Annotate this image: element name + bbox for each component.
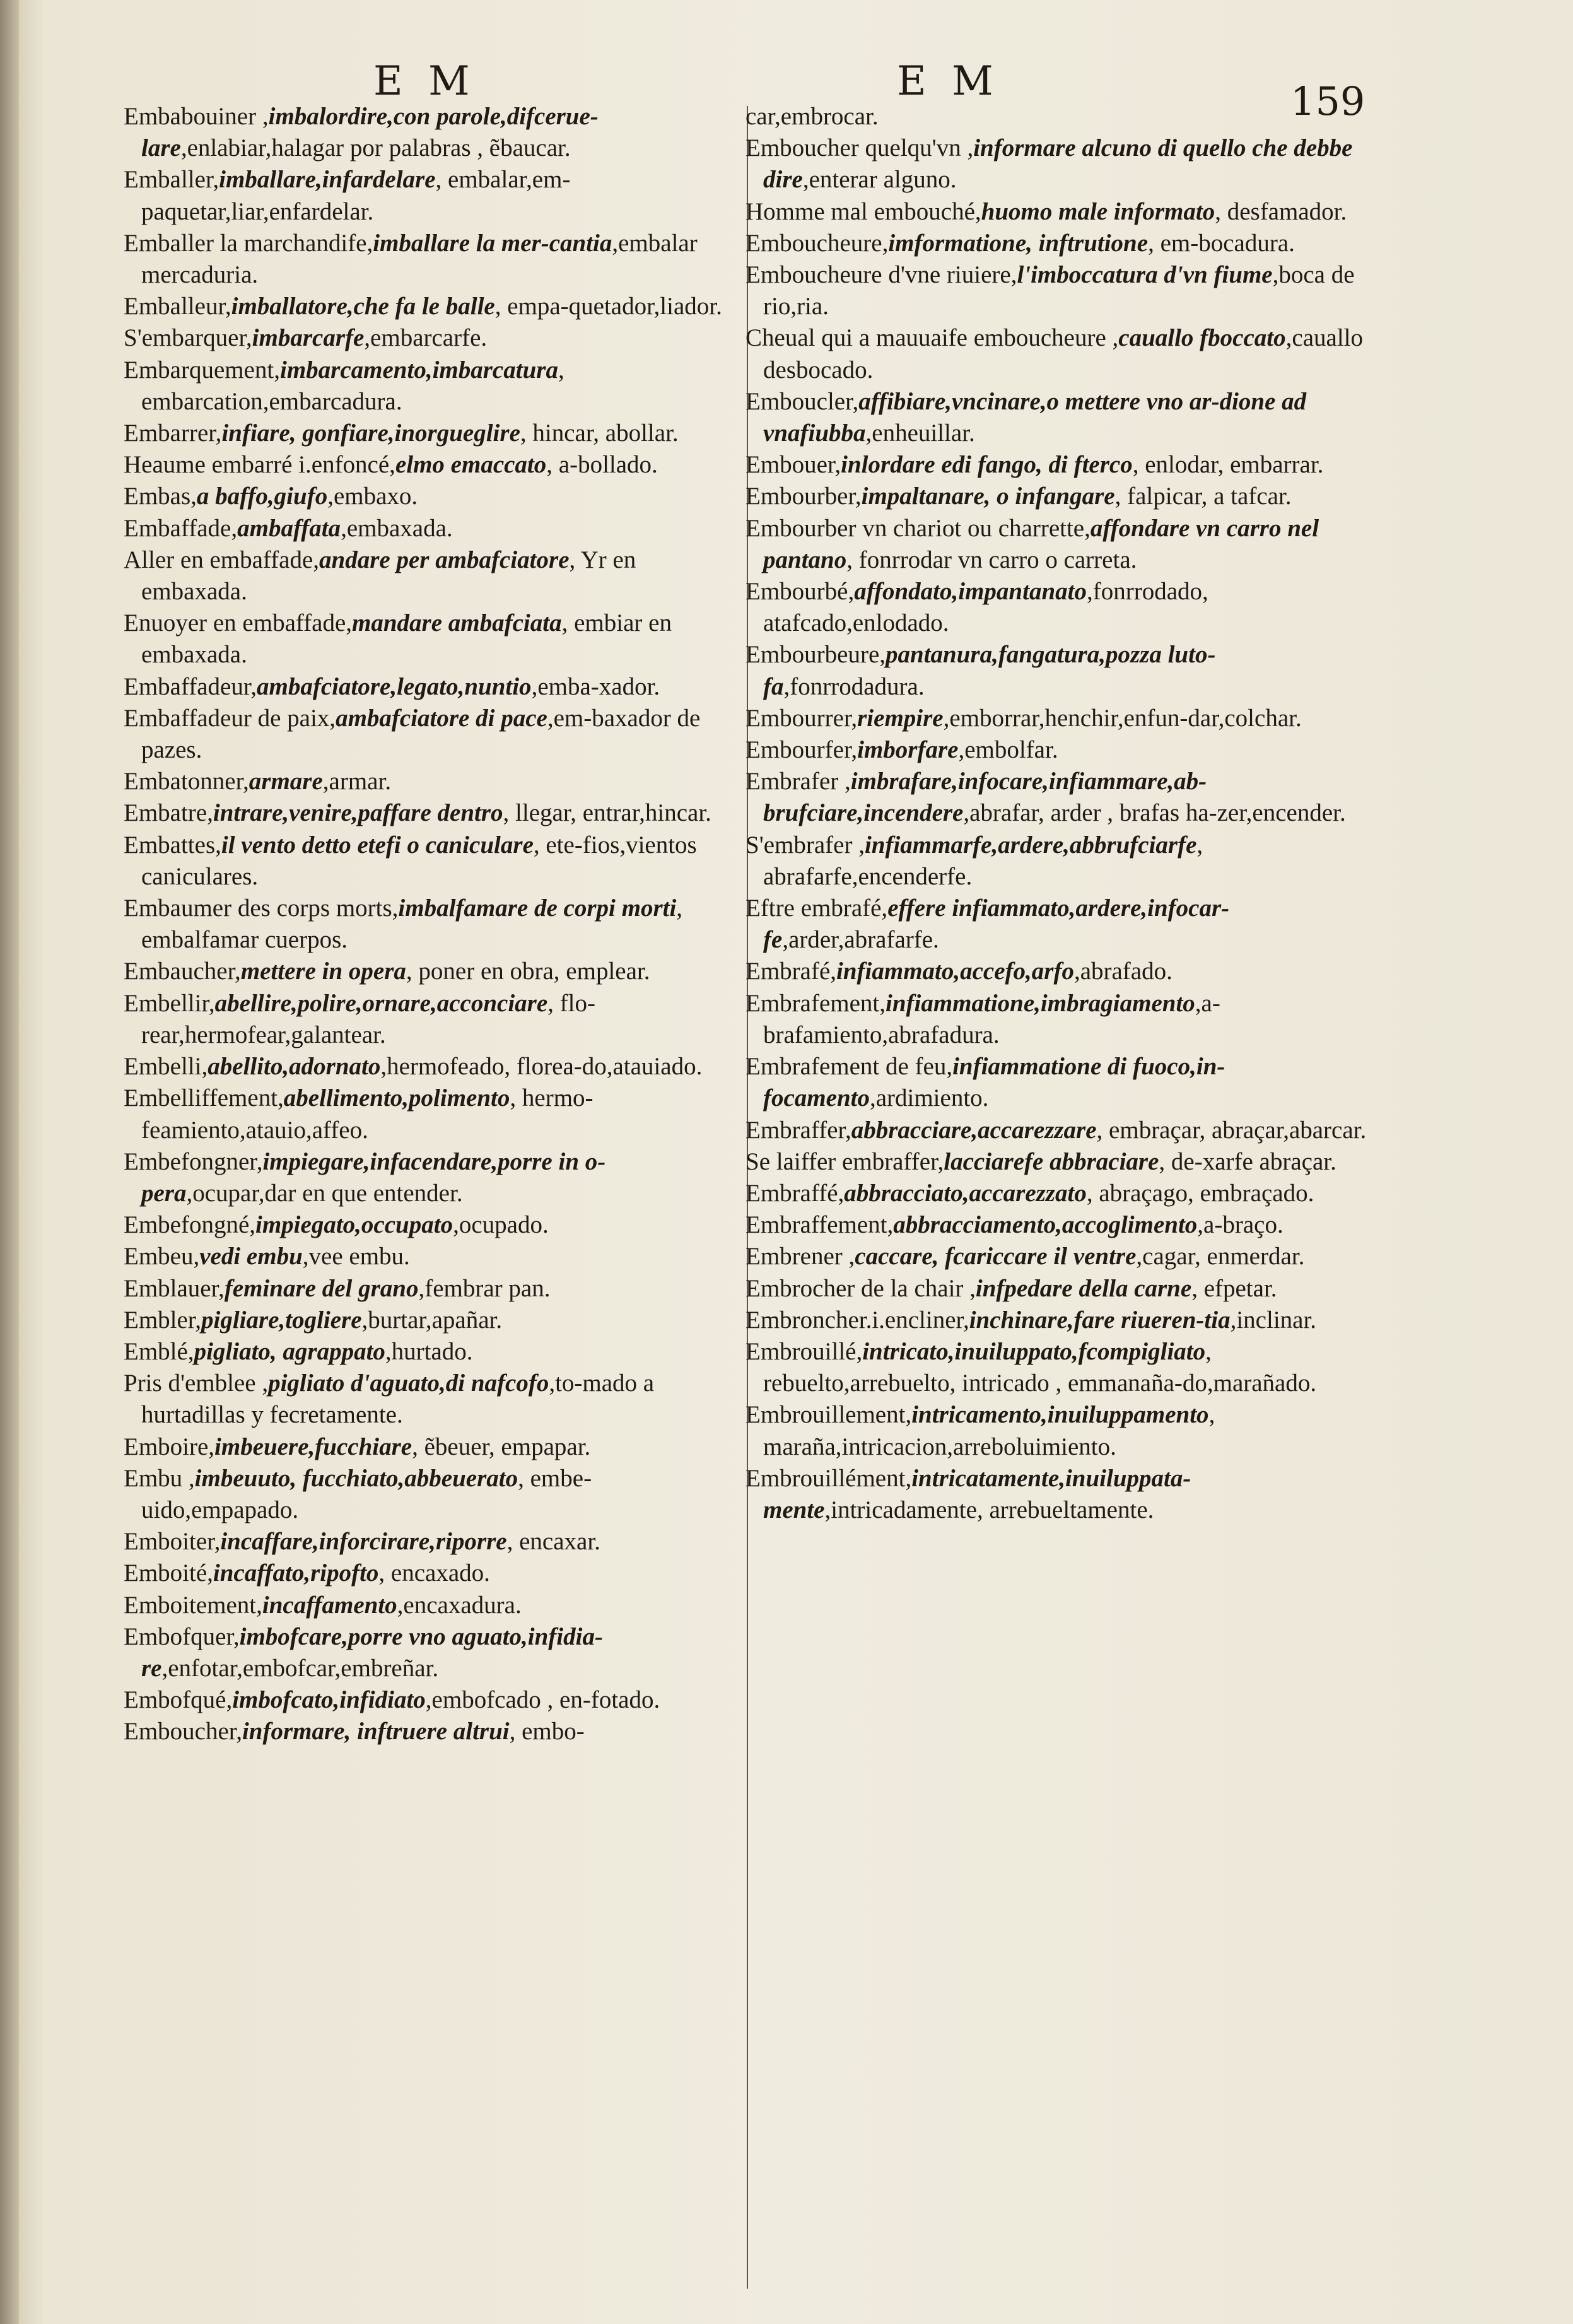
entry-italian: imbarcarfe	[252, 324, 365, 352]
entry-italian: intrare,venire,paffare dentro	[213, 799, 503, 827]
entry-headword: Embroncher.i.encliner,	[746, 1306, 969, 1334]
dictionary-entry	[746, 893, 1376, 956]
entry-headword: S'embarquer,	[124, 324, 252, 352]
entry-spanish: ,to-mado a hurtadillas y fecretamente.	[141, 1370, 655, 1429]
entry-headword: Emboitement,	[124, 1591, 262, 1619]
entry-italian: impiegare,infacendare,porre in o-pera	[141, 1147, 606, 1207]
entry-spanish: , rebuelto,arrebuelto, intricado , emmanaña-do,marañado.	[763, 1337, 1317, 1397]
entry-spanish: , poner en obra, emplear.	[406, 958, 650, 985]
dictionary-entry	[746, 1241, 1376, 1272]
entry-italian: ambaffata	[237, 514, 341, 542]
entry-headword: Embattes,	[124, 831, 221, 859]
entry-headword: Embefongner,	[124, 1147, 263, 1175]
entry-headword: Embeu,	[124, 1243, 200, 1271]
dictionary-entry	[124, 449, 744, 481]
page-number: 159	[1290, 78, 1365, 124]
entry-spanish: ,embarcarfe.	[364, 324, 488, 352]
entry-headword: Embaffade,	[124, 514, 238, 542]
entry-headword: Embatre,	[124, 799, 213, 827]
dictionary-entry	[124, 1368, 744, 1431]
entry-headword: Embaffadeur de paix,	[124, 704, 336, 732]
dictionary-entry	[124, 544, 744, 607]
dictionary-entry	[746, 1305, 1376, 1336]
entry-headword: Embabouiner ,	[124, 103, 269, 130]
entry-spanish: ,a-brafamiento,abrafadura.	[763, 989, 1220, 1048]
dictionary-entry	[124, 164, 744, 227]
dictionary-entry	[124, 1590, 744, 1621]
entry-italian: elmo emaccato	[395, 451, 547, 479]
dictionary-entry	[746, 1209, 1376, 1241]
entry-italian: incaffare,inforcirare,riporre	[220, 1528, 507, 1556]
entry-headword: Pris d'emblee ,	[124, 1370, 269, 1397]
entry-italian: imbeuere,fucchiare	[214, 1433, 412, 1460]
dictionary-entry	[124, 513, 744, 544]
entry-headword: Embaffadeur,	[124, 672, 257, 700]
dictionary-entry	[746, 576, 1376, 639]
entry-spanish: , ẽbeuer, empapar.	[412, 1433, 591, 1460]
entry-headword: Emballeur,	[124, 293, 231, 320]
entry-spanish: ,armar.	[322, 768, 392, 795]
entry-spanish: ,emba-xador.	[531, 672, 660, 700]
entry-headword: Embrouillement,	[746, 1401, 912, 1429]
entry-headword: Enuoyer en embaffade,	[124, 609, 353, 637]
entry-headword: Embaumer des corps morts,	[124, 895, 399, 922]
entry-headword: Eftre embrafé,	[746, 895, 888, 922]
entry-spanish: , maraña,intricacion,arreboluimiento.	[763, 1401, 1215, 1460]
entry-headword: Embourbé,	[746, 578, 855, 606]
entry-italian: intricatamente,inuiluppata-mente	[763, 1464, 1191, 1523]
entry-spanish: , efpetar.	[1191, 1274, 1277, 1302]
entry-italian: infpedare della carne	[975, 1274, 1192, 1302]
entry-headword: Emblé,	[124, 1337, 194, 1365]
entry-italian: incaffamento	[262, 1591, 397, 1619]
dictionary-entry	[124, 1526, 744, 1558]
dictionary-entry	[746, 259, 1376, 322]
dictionary-entry	[124, 1621, 744, 1684]
dictionary-entry	[124, 1273, 744, 1305]
entry-italian: pigliato, agrappato	[194, 1337, 385, 1365]
entry-italian: pantanura,fangatura,pozza luto-fa	[763, 641, 1216, 700]
entry-spanish: ,abrafado.	[1073, 958, 1172, 985]
entry-headword: Embofquer,	[124, 1623, 240, 1650]
dictionary-entry	[746, 1146, 1376, 1178]
entry-italian: imborfare	[857, 736, 959, 764]
dictionary-entry	[124, 703, 744, 766]
dictionary-entry	[746, 1051, 1376, 1114]
entry-italian: infiammatione,imbragiamento	[885, 989, 1195, 1017]
entry-headword: Se laiffer embraffer,	[746, 1147, 944, 1175]
entry-spanish: , hincar, abollar.	[520, 420, 679, 447]
running-head-right: E M	[897, 58, 1000, 105]
dictionary-entry	[124, 1241, 744, 1272]
entry-headword: Emboucher,	[124, 1718, 242, 1746]
entry-headword: Embaucher,	[124, 958, 241, 985]
entry-spanish: , a-bollado.	[546, 451, 658, 479]
entry-spanish: ,embaxada.	[341, 514, 453, 542]
entry-headword: S'embrafer ,	[746, 831, 865, 859]
dictionary-entry	[124, 671, 744, 703]
entry-italian: vedi embu	[199, 1243, 303, 1271]
dictionary-entry	[746, 1178, 1376, 1209]
entry-spanish: ,cauallo desbocado.	[763, 324, 1363, 384]
entry-headword: Heaume embarré i.enfoncé,	[124, 451, 395, 479]
left-column	[124, 101, 744, 1748]
dictionary-entry	[746, 1463, 1376, 1526]
dictionary-entry	[124, 1146, 744, 1209]
dictionary-entry	[746, 1273, 1376, 1305]
entry-italian: informare alcuno di quello che debbe dire	[763, 134, 1353, 194]
entry-headword: Emboucheure,	[746, 229, 889, 257]
entry-headword: Embrafement,	[746, 989, 886, 1017]
entry-spanish: , embe-uido,empapado.	[141, 1464, 592, 1523]
running-head-left: E M	[373, 58, 476, 105]
entry-italian: imformatione, inftrutione	[888, 229, 1149, 257]
dictionary-entry	[746, 830, 1376, 893]
entry-italian: cauallo fboccato	[1118, 324, 1286, 352]
entry-italian: affondato,impantanato	[854, 578, 1087, 606]
entry-headword: Emboire,	[124, 1433, 215, 1460]
entry-italian: informare, inftruere altrui	[242, 1718, 510, 1746]
entry-italian: mandare ambafciata	[352, 609, 562, 637]
dictionary-entry	[746, 228, 1376, 259]
entry-spanish: , hermo-feamiento,atauio,affeo.	[141, 1084, 594, 1144]
entry-italian: imbalfamare de corpi morti	[398, 895, 677, 922]
entry-spanish: ,enfotar,embofcar,embreñar.	[161, 1654, 439, 1682]
dictionary-entry	[124, 1083, 744, 1146]
entry-spanish: ,em-baxador de pazes.	[141, 704, 701, 764]
entry-spanish: ,enlabiar,halagar por palabras , ẽbaucar.	[180, 134, 571, 162]
entry-headword: Embofqué,	[124, 1686, 233, 1714]
entry-italian: intricato,inuiluppato,fcompigliato	[862, 1337, 1206, 1365]
entry-headword: Homme mal embouché,	[746, 197, 981, 225]
dictionary-entry	[746, 101, 1376, 132]
dictionary-entry	[124, 893, 744, 956]
entry-headword: Embrouillé,	[746, 1337, 863, 1365]
entry-spanish: ,boca de rio,ria.	[763, 261, 1355, 320]
entry-italian: imbeuuto, fucchiato,abbeuerato	[194, 1464, 518, 1492]
entry-spanish: ,fonrrodado, atafcado,enlodado.	[763, 578, 1208, 637]
entry-spanish: ,ocupado.	[453, 1211, 549, 1239]
entry-spanish: ,intricadamente, arrebueltamente.	[824, 1496, 1154, 1523]
entry-headword: Embu ,	[124, 1464, 195, 1492]
entry-headword: Embourrer,	[746, 704, 858, 732]
entry-italian: ambafciatore,legato,nuntio	[257, 672, 532, 700]
entry-headword: Embarrer,	[124, 420, 222, 447]
entry-headword: Embrafé,	[746, 958, 837, 985]
dictionary-entry	[124, 1336, 744, 1368]
entry-italian: imballare,infardelare	[219, 166, 436, 194]
entry-spanish: , em-bocadura.	[1148, 229, 1295, 257]
entry-spanish: , embalar,em-paquetar,liar,enfardelar.	[141, 166, 571, 225]
entry-headword: Embouer,	[746, 451, 841, 479]
entry-headword: Emboité,	[124, 1559, 213, 1587]
entry-italian: abbracciare,accarezzare	[851, 1116, 1097, 1144]
entry-spanish: , fonrrodar vn carro o carreta.	[846, 546, 1137, 573]
book-gutter	[0, 0, 19, 2324]
dictionary-entry	[124, 1305, 744, 1336]
dictionary-entry	[746, 1399, 1376, 1462]
entry-italian: huomo male informato	[981, 197, 1215, 225]
entry-spanish: ,embofcado , en-fotado.	[425, 1686, 660, 1714]
dictionary-entry	[124, 1684, 744, 1716]
entry-headword: Emboiter,	[124, 1528, 221, 1556]
entry-italian: incaffato,ripofto	[213, 1559, 379, 1587]
entry-italian: riempire	[857, 704, 944, 732]
entry-spanish: ,fembrar pan.	[418, 1274, 551, 1302]
entry-headword: Embourfer,	[746, 736, 858, 764]
dictionary-entry	[746, 639, 1376, 702]
entry-spanish: , embraçar, abraçar,abarcar.	[1096, 1116, 1367, 1144]
entry-italian: mettere in opera	[240, 958, 406, 985]
entry-spanish: , embalfamar cuerpos.	[141, 895, 683, 954]
entry-italian: infiammatione di fuoco,in-focamento	[763, 1053, 1225, 1112]
entry-italian: imballare la mer-cantia	[373, 229, 612, 257]
dictionary-entry	[124, 766, 744, 797]
dictionary-entry	[746, 513, 1376, 576]
entry-headword: Embourbeure,	[746, 641, 886, 669]
entry-spanish: ,fonrrodadura.	[783, 672, 925, 700]
entry-spanish: ,ocupar,dar en que entender.	[186, 1179, 463, 1207]
dictionary-entry	[124, 607, 744, 671]
entry-spanish: , flo-rear,hermofear,galantear.	[141, 989, 595, 1048]
entry-italian: lacciarefe abbraciare	[944, 1147, 1159, 1175]
entry-spanish: , embo-	[509, 1718, 585, 1746]
dictionary-entry	[124, 797, 744, 829]
dictionary-entry	[124, 418, 744, 449]
entry-italian: abellire,polire,ornare,acconciare	[214, 989, 548, 1017]
entry-italian: imbalordire,con parole,difcerue-lare	[141, 103, 599, 162]
entry-spanish: ,ardimiento.	[869, 1084, 989, 1112]
entry-spanish: , ete-fios,vientos caniculares.	[141, 831, 697, 890]
entry-headword: Embraffé,	[746, 1179, 845, 1207]
entry-italian: a baffo,giufo	[196, 483, 328, 510]
entry-italian: abellito,adornato	[208, 1053, 381, 1081]
entry-headword: Emballer,	[124, 166, 219, 194]
entry-italian: abbracciamento,accoglimento	[893, 1211, 1198, 1239]
entry-italian: abellimento,polimento	[283, 1084, 510, 1112]
dictionary-entry	[746, 988, 1376, 1051]
entry-italian: ambafciatore di pace	[336, 704, 547, 732]
entry-spanish: ,abrafar, arder , brafas ha-zer,encender.	[963, 799, 1346, 827]
entry-headword: Embler,	[124, 1306, 201, 1334]
dictionary-entry	[746, 196, 1376, 228]
dictionary-entry	[746, 734, 1376, 766]
dictionary-entry	[746, 386, 1376, 449]
entry-italian: affondare vn carro nel pantano	[763, 514, 1319, 573]
entry-headword: Embraffement,	[746, 1211, 894, 1239]
entry-headword: Embrocher de la chair ,	[746, 1274, 976, 1302]
dictionary-entry	[746, 481, 1376, 512]
entry-spanish: , falpicar, a tafcar.	[1114, 483, 1292, 510]
entry-italian: imballatore,che fa le balle	[231, 293, 495, 320]
entry-spanish: , empa-quetador,liador.	[494, 293, 722, 320]
dictionary-entry	[746, 703, 1376, 734]
entry-headword: Embefongné,	[124, 1211, 256, 1239]
entry-spanish: ,embaxo.	[327, 483, 418, 510]
entry-spanish: ,vee embu.	[302, 1243, 410, 1271]
entry-italian: pigliare,togliere	[201, 1306, 362, 1334]
dictionary-entry	[124, 1558, 744, 1589]
right-column	[746, 101, 1376, 1526]
entry-italian: impiegato,occupato	[255, 1211, 453, 1239]
entry-spanish: , llegar, entrar,hincar.	[503, 799, 711, 827]
dictionary-entry	[746, 956, 1376, 987]
entry-spanish: car,embrocar.	[746, 103, 879, 130]
entry-spanish: ,hermofeado, florea-do,atauiado.	[380, 1053, 703, 1081]
entry-spanish: ,enterar alguno.	[802, 166, 957, 194]
entry-spanish: , de-xarfe abraçar.	[1159, 1147, 1336, 1175]
entry-spanish: , embarcation,embarcadura.	[141, 356, 564, 415]
entry-spanish: ,a-braço.	[1197, 1211, 1284, 1239]
entry-italian: impaltanare, o infangare	[861, 483, 1115, 510]
entry-headword: Embarquement,	[124, 356, 280, 384]
entry-headword: Cheual qui a mauuaife emboucheure ,	[746, 324, 1119, 352]
entry-italian: pigliato d'aguato,di nafcofo	[268, 1370, 549, 1397]
dictionary-entry	[124, 355, 744, 418]
entry-headword: Embellir,	[124, 989, 215, 1017]
dictionary-entry	[746, 1115, 1376, 1146]
entry-spanish: ,emborrar,henchir,enfun-dar,colchar.	[943, 704, 1302, 732]
entry-headword: Emblauer,	[124, 1274, 225, 1302]
dictionary-entry	[124, 1716, 744, 1747]
entry-spanish: , enlodar, embarrar.	[1132, 451, 1324, 479]
entry-spanish: , encaxar.	[506, 1528, 600, 1556]
dictionary-entry	[746, 132, 1376, 196]
entry-spanish: ,embalar mercaduria.	[141, 229, 698, 289]
entry-headword: Embrafer ,	[746, 768, 851, 795]
dictionary-entry	[124, 1431, 744, 1463]
dictionary-entry	[124, 101, 744, 164]
entry-headword: Embraffer,	[746, 1116, 851, 1144]
entry-spanish: , Yr en embaxada.	[141, 546, 636, 606]
entry-italian: infiare, gonfiare,inorgueglire	[221, 420, 520, 447]
dictionary-entry	[124, 956, 744, 987]
entry-headword: Embrouillément,	[746, 1464, 912, 1492]
entry-headword: Emboucher quelqu'vn ,	[746, 134, 974, 162]
entry-italian: feminare del grano	[224, 1274, 419, 1302]
entry-italian: imbofcare,porre vno aguato,infidia-re	[141, 1623, 603, 1682]
entry-spanish: ,arder,abrafarfe.	[782, 926, 939, 954]
entry-headword: Emballer la marchandife,	[124, 229, 373, 257]
entry-spanish: , embiar en embaxada.	[141, 609, 672, 669]
entry-spanish: , desfamador.	[1215, 197, 1347, 225]
dictionary-entry	[746, 449, 1376, 481]
dictionary-entry	[124, 322, 744, 354]
dictionary-entry	[746, 1336, 1376, 1399]
entry-italian: imbarcamento,imbarcatura	[280, 356, 558, 384]
entry-spanish: ,encaxadura.	[397, 1591, 522, 1619]
entry-headword: Emboucheure d'vne riuiere,	[746, 261, 1017, 289]
entry-spanish: ,embolfar.	[958, 736, 1058, 764]
entry-italian: intricamento,inuiluppamento	[911, 1401, 1209, 1429]
entry-italian: abbracciato,accarezzato	[844, 1179, 1087, 1207]
entry-italian: infiammarfe,ardere,abbrufciarfe	[864, 831, 1197, 859]
entry-spanish: ,cagar, enmerdar.	[1136, 1243, 1305, 1271]
entry-italian: effere infiammato,ardere,infocar-fe	[763, 895, 1230, 954]
dictionary-entry	[124, 830, 744, 893]
entry-italian: affibiare,vncinare,o mettere vno ar-dione ad vnafiubba	[763, 387, 1307, 447]
entry-headword: Aller en embaffade,	[124, 546, 320, 573]
entry-headword: Embelli,	[124, 1053, 208, 1081]
entry-spanish: ,hurtado.	[385, 1337, 473, 1365]
entry-headword: Embrener ,	[746, 1243, 855, 1271]
entry-headword: Embourber vn chariot ou charrette,	[746, 514, 1091, 542]
entry-italian: il vento detto etefi o caniculare	[221, 831, 534, 859]
entry-italian: andare per ambafciatore	[319, 546, 570, 573]
entry-headword: Embatonner,	[124, 768, 249, 795]
entry-spanish: , encaxado.	[378, 1559, 490, 1587]
entry-spanish: ,burtar,apañar.	[361, 1306, 503, 1334]
entry-italian: armare	[249, 768, 323, 795]
entry-headword: Embourber,	[746, 483, 862, 510]
entry-italian: inchinare,fare riueren-tia	[969, 1306, 1231, 1334]
dictionary-entry	[124, 1463, 744, 1526]
dictionary-entry	[124, 988, 744, 1051]
dictionary-entry	[746, 322, 1376, 385]
entry-italian: inlordare edi fango, di fterco	[841, 451, 1133, 479]
entry-spanish: ,enheuillar.	[865, 420, 975, 447]
entry-headword: Embas,	[124, 483, 197, 510]
entry-italian: imbofcato,infidiato	[232, 1686, 426, 1714]
dictionary-entry	[124, 228, 744, 291]
entry-headword: Embrafement de feu,	[746, 1053, 953, 1081]
entry-spanish: ,inclinar.	[1230, 1306, 1317, 1334]
entry-spanish: , abrafarfe,encenderfe.	[763, 831, 1203, 890]
dictionary-entry	[124, 1209, 744, 1241]
entry-italian: imbrafare,infocare,infiammare,ab-brufciare,incendere	[763, 768, 1207, 827]
dictionary-entry	[124, 1051, 744, 1083]
entry-italian: infiammato,accefo,arfo	[836, 958, 1074, 985]
dictionary-entry	[124, 291, 744, 322]
entry-headword: Emboucler,	[746, 387, 859, 415]
entry-italian: caccare, fcariccare il ventre	[855, 1243, 1137, 1271]
entry-headword: Embelliffement,	[124, 1084, 284, 1112]
entry-spanish: , abraçago, embraçado.	[1086, 1179, 1314, 1207]
dictionary-entry	[746, 766, 1376, 829]
entry-italian: l'imboccatura d'vn fiume	[1017, 261, 1273, 289]
dictionary-entry	[124, 481, 744, 512]
